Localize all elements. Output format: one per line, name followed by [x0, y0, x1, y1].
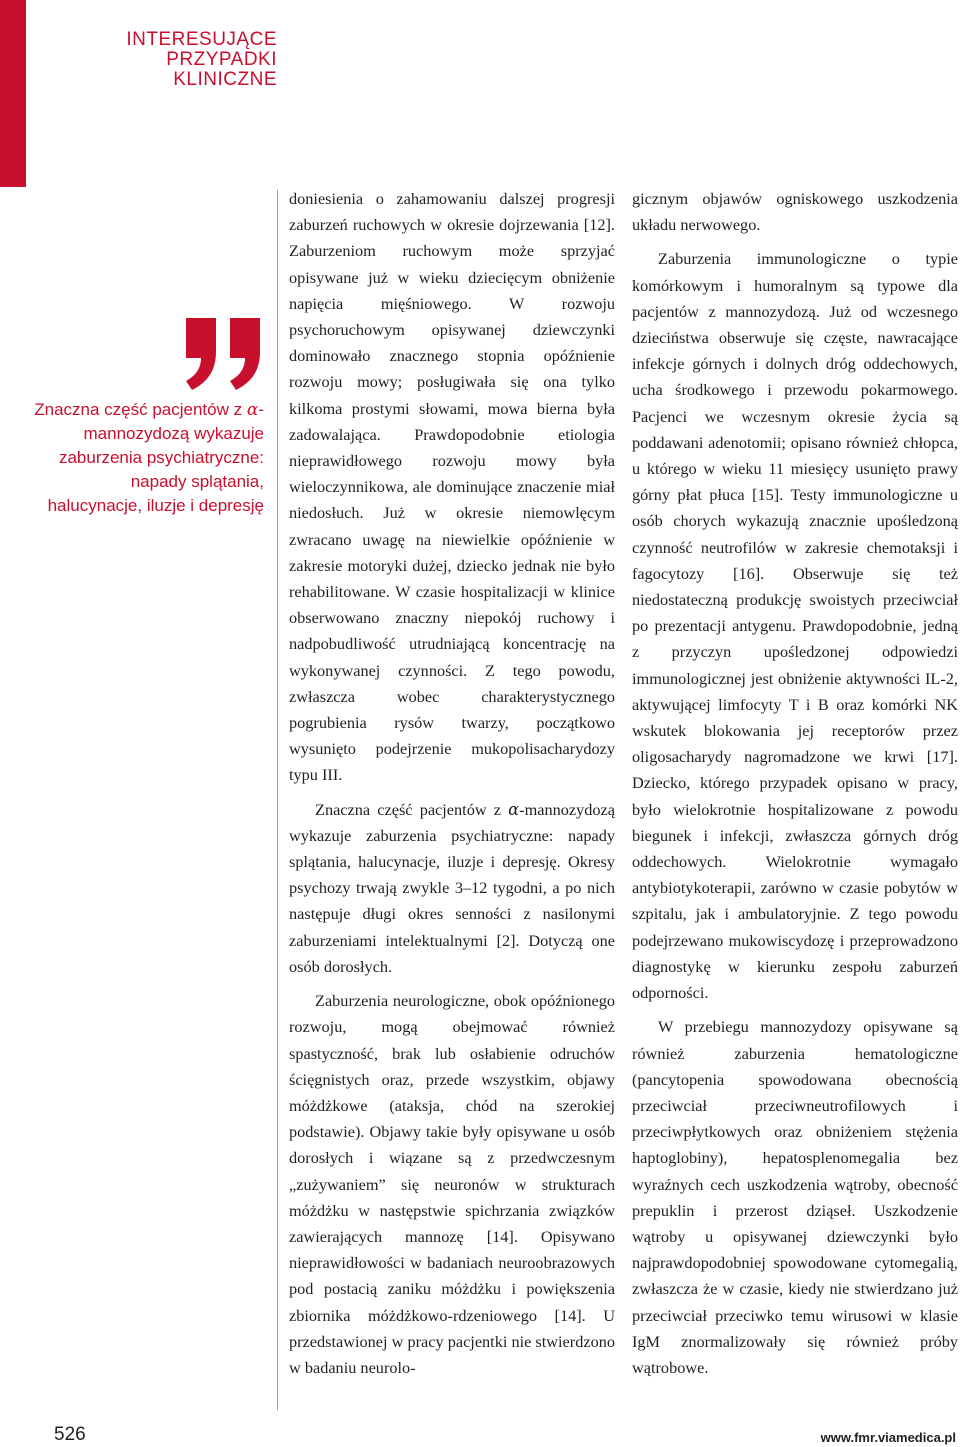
- section-label-line-2: PRZYPADKI: [166, 49, 277, 70]
- journal-website: www.fmr.viamedica.pl: [820, 1430, 956, 1445]
- paragraph: W przebiegu mannozydozy opisywane są również zaburzenia hematologiczne (pancytopenia spowodowana obecnością przeciwciał przeciwneutrofilowych i przeciwpłytkowych oraz obniżeniem stężenia haptoglobiny), hepatosplenomegalia bez wyraźnych cech uszkodzenia wątroby, obecność prepuklin i przerost dziąseł. Uszkodzenie wątroby u opisywanej dziewczynki było najprawdopodobniej spowodowane cytomegalią, zwłaszcza że w czasie, kiedy nie stwierdzano już przeciwciał przeciwko temu wirusowi w klasie IgM znormalizowały się również próby wątrobowe.: [632, 1017, 958, 1377]
- paragraph: Zaburzenia neurologiczne, obok opóźnionego rozwoju, mogą obejmować również spastyczność, brak lub osłabienie odruchów ścięgnistych oraz, przede wszystkim, objawy móżdżkowe (ataksja, chód na szerokiej podstawie). Objawy takie były opisywane u osób dorosłych i wiązane są z przedwczesnym „zużywaniem” się neuronów w strukturach móżdżku w następstwie spichrzania związków zawierających mannozę [14]. Opisywano nieprawidłowości w badaniach neuroobrazowych pod postacią zaniku móżdżku i powiększenia zbiornika móżdżkowo-rdzeniowego [14]. U przedstawionej w pracy pacjentki nie stwierdzono w badaniu neurolo-: [289, 991, 615, 1377]
- pull-quote: [34, 398, 264, 518]
- alpha-symbol: α: [508, 799, 520, 819]
- section-label-line-1: INTERESUJĄCE: [126, 29, 277, 50]
- paragraph-text-end: -mannozydozą wykazuje zaburzenia psychiatryczne: napady splątania, halucynacje, iluzje i depresję. Okresy psychozy trwają zwykle 3–12 tygodni, a po nich następuje długi okres senności z nasilonymi zaburzeniami intelektualnymi [2]. Dotyczą one osób dorosłych.: [289, 799, 615, 976]
- paragraph-text-start: Znaczna część pacjentów z: [315, 799, 509, 819]
- section-label-line-3: KLINICZNE: [173, 69, 277, 90]
- paragraph: gicznym objawów ogniskowego uszkodzenia układu nerwowego.: [632, 189, 958, 235]
- alpha-symbol: α: [246, 400, 259, 420]
- pull-quote-text-start: Znaczna część pacjentów z: [34, 400, 247, 419]
- paragraph: [289, 797, 615, 980]
- article-column-left: [289, 186, 615, 1381]
- column-divider: [277, 190, 278, 1410]
- paragraph: Zaburzenia immunologiczne o typie komórkowym i humoralnym są typowe dla pacjentów z mannozydozą. Już od wczesnego dzieciństwa obserwuje się częste, nawracające infekcje górnych i dolnych dróg oddechowych, ucha środkowego i przewodu pokarmowego. Pacjenci we wczesnym okresie życia są poddawani adenotomii; opisano również chłopca, u którego w wieku 11 miesięcy usunięto prawy górny płat płuca [15]. Testy immunologiczne u osób chorych wykazują znacznie upośledzoną czynność neutrofilów w zakresie chemotaksji i fagocytozy [16]. Obserwuje się też niedostateczną produkcję swoistych przeciwciał po prezentacji antygenu. Prawdopodobnie, jedną z przyczyn upośledzonej odpowiedzi immunologicznej jest obniżenie aktywności IL-2, aktywującej limfocyty T i B oraz komórki NK wskutek blokowania jej receptorów przez oligosacharydy nagromadzone we krwi [17]. Dziecko, którego przypadek opisano w pracy, było wielokrotnie hospitalizowane z powodu biegunek i infekcji, zwłaszcza górnych dróg oddechowych. Wielokrotnie wymagało antybiotykoterapii, zarówno w czasie pobytów w szpitalu, jak i ambulatoryjnie. Z tego powodu podejrzewano mukowiscydozę i przeprowadzono diagnostykę w kierunku zespołu zaburzeń odporności.: [632, 249, 958, 1003]
- paragraph: doniesienia o zahamowaniu dalszej progresji zaburzeń ruchowych w okresie dojrzewania [12]. Zaburzeniom ruchowym może sprzyjać opisywane już w wieku dziecięcym obniżenie napięcia mięśniowego. W rozwoju psychoruchowym opisywanej dziewczynki dominowało znacznego stopnia opóźnienie rozwoju mowy; posługiwała się ona tylko kilkoma prostymi słowami, mowa bierna była zadowalająca. Prawdopodobnie etiologia nieprawidłowego rozwoju mowy była wieloczynnikowa, ale dominujące znaczenie miał niedosłuch. Już w okresie niemowlęcym zwracano uwagę na niewielkie opóźnienie w zakresie motoryki dużej, dziecko jednak nie było rehabilitowane. W czasie hospitalizacji w klinice obserwowano znaczny niepokój ruchowy i nadpobudliwość utrudniającą koncentrację na wykonywanej czynności. Z tego powodu, zwłaszcza wobec charakterystycznego pogrubienia rysów twarzy, początkowo wysunięto podejrzenie mukopolisacharydozy typu III.: [289, 189, 615, 785]
- pull-quote-text-end: -mannozydozą wykazuje zaburzenia psychiatryczne: napady splątania, halucynacje, iluzje i depresję: [47, 400, 264, 515]
- article-column-right: [632, 186, 958, 1381]
- section-label: [77, 30, 277, 90]
- section-color-bar: [0, 0, 26, 187]
- page-number: 526: [54, 1424, 86, 1445]
- closing-quote-mark-icon: [182, 318, 266, 390]
